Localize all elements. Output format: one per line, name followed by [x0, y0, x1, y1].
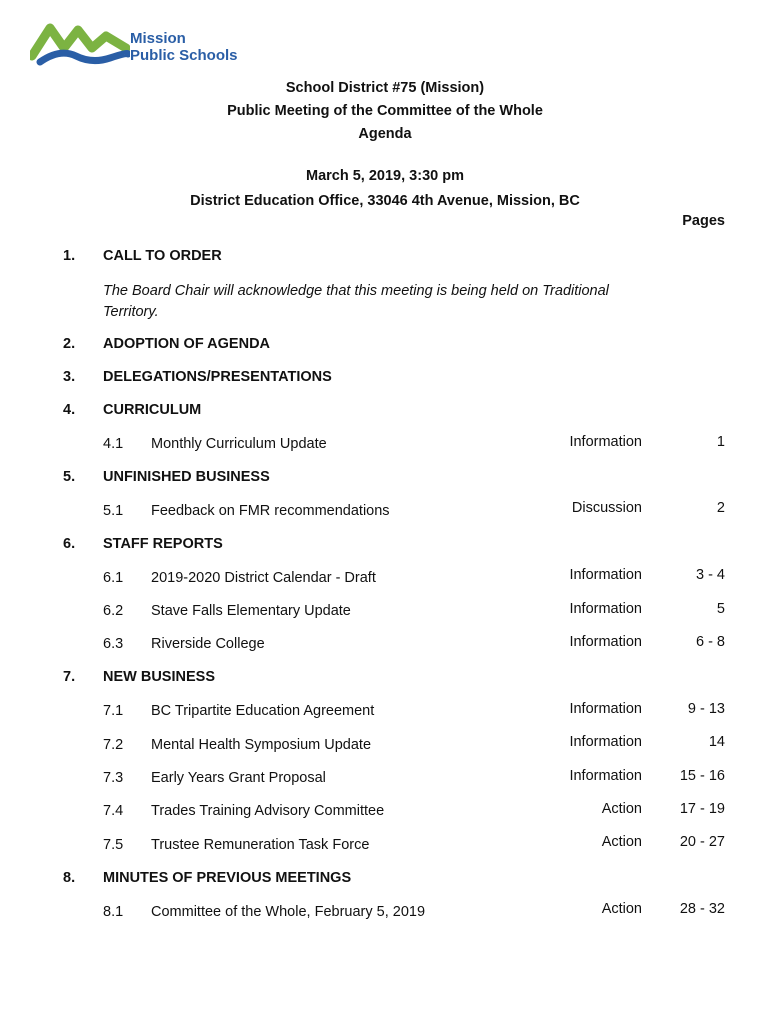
logo-mountain-icon — [30, 18, 130, 70]
section-number: 7. — [63, 669, 76, 685]
item-title: Early Years Grant Proposal — [151, 770, 326, 786]
item-type: Information — [569, 734, 642, 750]
item-title: Stave Falls Elementary Update — [151, 603, 351, 619]
section-title: UNFINISHED BUSINESS — [103, 469, 270, 485]
section-note: The Board Chair will acknowledge that this meeting is being held on Traditional Territory. — [103, 283, 609, 320]
item-pages: 20 - 27 — [679, 834, 725, 850]
item-title: Feedback on FMR recommendations — [151, 503, 390, 519]
item-title: BC Tripartite Education Agreement — [151, 703, 375, 719]
header-line-2: Public Meeting of the Committee of the Whole — [227, 103, 543, 119]
section-number: 5. — [63, 469, 76, 485]
section-title: NEW BUSINESS — [103, 669, 215, 685]
item-number: 8.1 — [103, 904, 124, 920]
header-line-3: Agenda — [358, 126, 412, 142]
item-title: Trustee Remuneration Task Force — [151, 837, 370, 853]
item-pages: 5 — [716, 601, 725, 617]
section-title: CURRICULUM — [103, 402, 202, 418]
item-type: Information — [569, 701, 642, 717]
item-title: Monthly Curriculum Update — [151, 436, 327, 452]
item-title: Committee of the Whole, February 5, 2019 — [151, 904, 426, 920]
section-number: 8. — [63, 870, 76, 886]
item-pages: 6 - 8 — [695, 634, 725, 650]
item-type: Information — [569, 768, 642, 784]
item-type: Action — [601, 834, 642, 850]
item-pages: 14 — [708, 734, 725, 750]
item-pages: 28 - 32 — [679, 901, 725, 917]
section-title: CALL TO ORDER — [103, 248, 222, 264]
item-type: Information — [569, 434, 642, 450]
item-number: 7.1 — [103, 703, 124, 719]
section-title: ADOPTION OF AGENDA — [103, 336, 271, 352]
section-number: 6. — [63, 536, 76, 552]
meeting-location: District Education Office, 33046 4th Avenue, Mission, BC — [190, 193, 580, 209]
item-number: 5.1 — [103, 503, 124, 519]
item-title: Riverside College — [151, 636, 265, 652]
section-title: STAFF REPORTS — [103, 536, 223, 552]
item-title: 2019-2020 District Calendar - Draft — [151, 570, 376, 586]
section-number: 1. — [63, 248, 76, 264]
item-title: Trades Training Advisory Committee — [151, 803, 385, 819]
pages-column-label: Pages — [682, 213, 725, 229]
item-pages: 2 — [716, 500, 725, 516]
item-type: Information — [569, 601, 642, 617]
header-line-1: School District #75 (Mission) — [285, 80, 485, 96]
section-number: 2. — [63, 336, 76, 352]
item-pages: 17 - 19 — [679, 801, 725, 817]
logo-line-1: Mission — [130, 30, 186, 47]
meeting-date: March 5, 2019, 3:30 pm — [306, 168, 464, 184]
section-number: 4. — [63, 402, 76, 418]
item-pages: 15 - 16 — [679, 768, 725, 784]
item-number: 6.2 — [103, 603, 124, 619]
item-number: 6.1 — [103, 570, 124, 586]
item-type: Action — [601, 801, 642, 817]
district-logo — [30, 18, 240, 70]
logo-wordmark — [130, 30, 238, 64]
item-pages: 9 - 13 — [687, 701, 725, 717]
item-number: 7.4 — [103, 803, 124, 819]
item-type: Information — [569, 634, 642, 650]
logo-line-2: Public Schools — [130, 47, 238, 64]
item-pages: 3 - 4 — [695, 567, 725, 583]
item-number: 7.2 — [103, 737, 124, 753]
item-type: Action — [601, 901, 642, 917]
section-title: MINUTES OF PREVIOUS MEETINGS — [103, 870, 352, 886]
item-number: 6.3 — [103, 636, 124, 652]
item-pages: 1 — [716, 434, 725, 450]
item-type: Discussion — [571, 500, 642, 516]
item-number: 7.5 — [103, 837, 124, 853]
section-number: 3. — [63, 369, 76, 385]
section-title: DELEGATIONS/PRESENTATIONS — [103, 369, 332, 385]
item-type: Information — [569, 567, 642, 583]
item-title: Mental Health Symposium Update — [151, 737, 372, 753]
item-number: 4.1 — [103, 436, 124, 452]
item-number: 7.3 — [103, 770, 124, 786]
